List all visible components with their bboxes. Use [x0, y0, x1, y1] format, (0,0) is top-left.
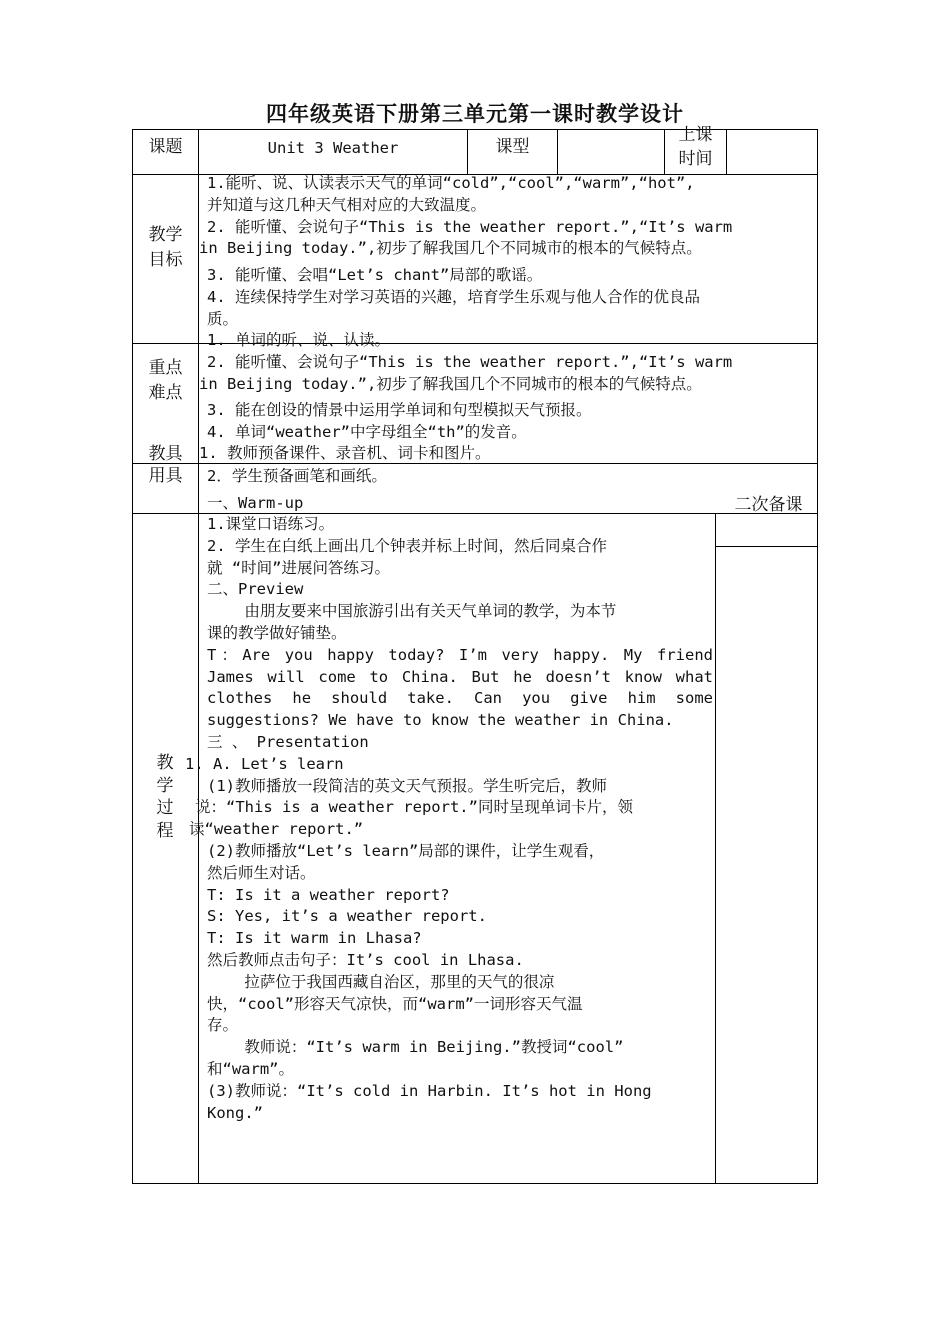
key-point-line: 2. 能听懂、会说句子“This is the weather report.”,“It’s warm: [207, 352, 733, 371]
process-line: 拉萨位于我国西藏自治区，那里的天气的很凉: [207, 972, 555, 991]
material-line: 1. 教师预备课件、录音机、词卡和图片。: [199, 444, 491, 462]
process-content: [185, 514, 713, 1124]
goal-line: 2. 能听懂、会说句子“This is the weather report.”,“It’s warm: [207, 217, 733, 236]
process-line: (2)教师播放“Let’s learn”局部的课件，让学生观看，: [207, 841, 605, 860]
goal-line: 质。: [207, 309, 239, 328]
goal-line: 3. 能听懂、会唱“Let’s chant”局部的歌谣。: [207, 266, 543, 285]
topic-label: 课题: [148, 137, 183, 157]
key-point-line: 3. 能在创设的情景中运用学单词和句型模拟天气预报。: [207, 401, 592, 420]
process-line: Kong.”: [207, 1103, 263, 1122]
materials-content: [199, 443, 813, 488]
goals-content: [199, 173, 813, 331]
goals-label: 教学 目标: [148, 225, 183, 270]
goal-line: 4. 连续保持学生对学习英语的兴趣，培育学生乐观与他人合作的优良品: [207, 287, 700, 306]
process-line: 教师说：“It’s warm in Beijing.”教授词“cool”: [207, 1038, 624, 1057]
process-line: 由朋友要来中国旅游引出有关天气单词的教学，为本节: [207, 602, 617, 621]
process-line: T: Is it warm in Lhasa?: [207, 929, 422, 948]
process-line: 和“warm”。: [207, 1059, 294, 1078]
material-line: 2．学生预备画笔和画纸。: [207, 466, 387, 485]
materials-label: 教具 用具: [148, 444, 183, 486]
process-line: 读“weather report.”: [189, 820, 364, 839]
key-point-line: in Beijing today.”,初步了解我国几个不同城市的根本的气候特点。: [199, 374, 702, 393]
process-line: 二、Preview: [207, 580, 304, 599]
goal-line: 1.能听、说、认读表示天气的单词“cold”,“cool”,“warm”,“hot”,: [207, 174, 695, 192]
goal-line: 并知道与这几种天气相对应的大致温度。: [207, 195, 487, 214]
process-line: 存。: [207, 1016, 239, 1035]
process-label: 教 学 过 程: [156, 753, 174, 841]
topic-value: Unit 3 Weather: [267, 139, 399, 157]
process-line: 就 “时间”进展问答练习。: [207, 558, 390, 577]
process-line: (3)教师说：“It’s cold in Harbin. It’s hot in Hong: [207, 1081, 652, 1100]
process-line: 课的教学做好铺垫。: [207, 623, 347, 642]
process-line: 1.课堂口语练习。: [207, 515, 335, 533]
class-time-label: 上课 时间: [678, 125, 713, 169]
process-line: S: Yes, it’s a weather report.: [207, 907, 487, 926]
process-line: 2. 学生在白纸上画出几个钟表并标上时间，然后同桌合作: [207, 536, 607, 555]
warmup-heading: 一、Warm-up: [207, 494, 304, 512]
key-point-line: 1. 单词的听、说、认读。: [207, 331, 390, 349]
process-line: 三 、 Presentation: [207, 732, 369, 751]
key-points-label: 重点 难点: [148, 358, 183, 403]
second-prep-label: 二次备课: [734, 495, 803, 515]
key-points-content: [199, 330, 813, 444]
process-line: James will come to China. But he doesn’t know what: [207, 667, 713, 686]
process-line: T: Is it a weather report?: [207, 885, 450, 904]
process-line: clothes he should take. Can you give him some: [207, 689, 713, 708]
process-line: 说：“This is a weather report.”同时呈现单词卡片，领: [195, 798, 633, 817]
process-line: 1. A. Let’s learn: [185, 754, 344, 773]
process-line: T：Are you happy today? I’m very happy. My friend: [207, 645, 713, 664]
process-line: suggestions? We have to know the weather in China.: [207, 711, 674, 730]
process-line: 然后教师点击句子：It’s cool in Lhasa.: [207, 950, 524, 969]
document-title: 四年级英语下册第三单元第一课时教学设计: [266, 102, 684, 126]
goal-line: in Beijing today.”,初步了解我国几个不同城市的根本的气候特点。: [199, 239, 702, 258]
process-line: 快，“cool”形容天气凉快，而“warm”一词形容天气温: [207, 994, 583, 1013]
key-point-line: 4. 单词“weather”中字母组全“th”的发音。: [207, 423, 527, 442]
process-line: 然后师生对话。: [207, 863, 316, 882]
lesson-type-label: 课型: [495, 137, 530, 157]
process-line: (1)教师播放一段简洁的英文天气预报。学生听完后，教师: [207, 776, 607, 795]
